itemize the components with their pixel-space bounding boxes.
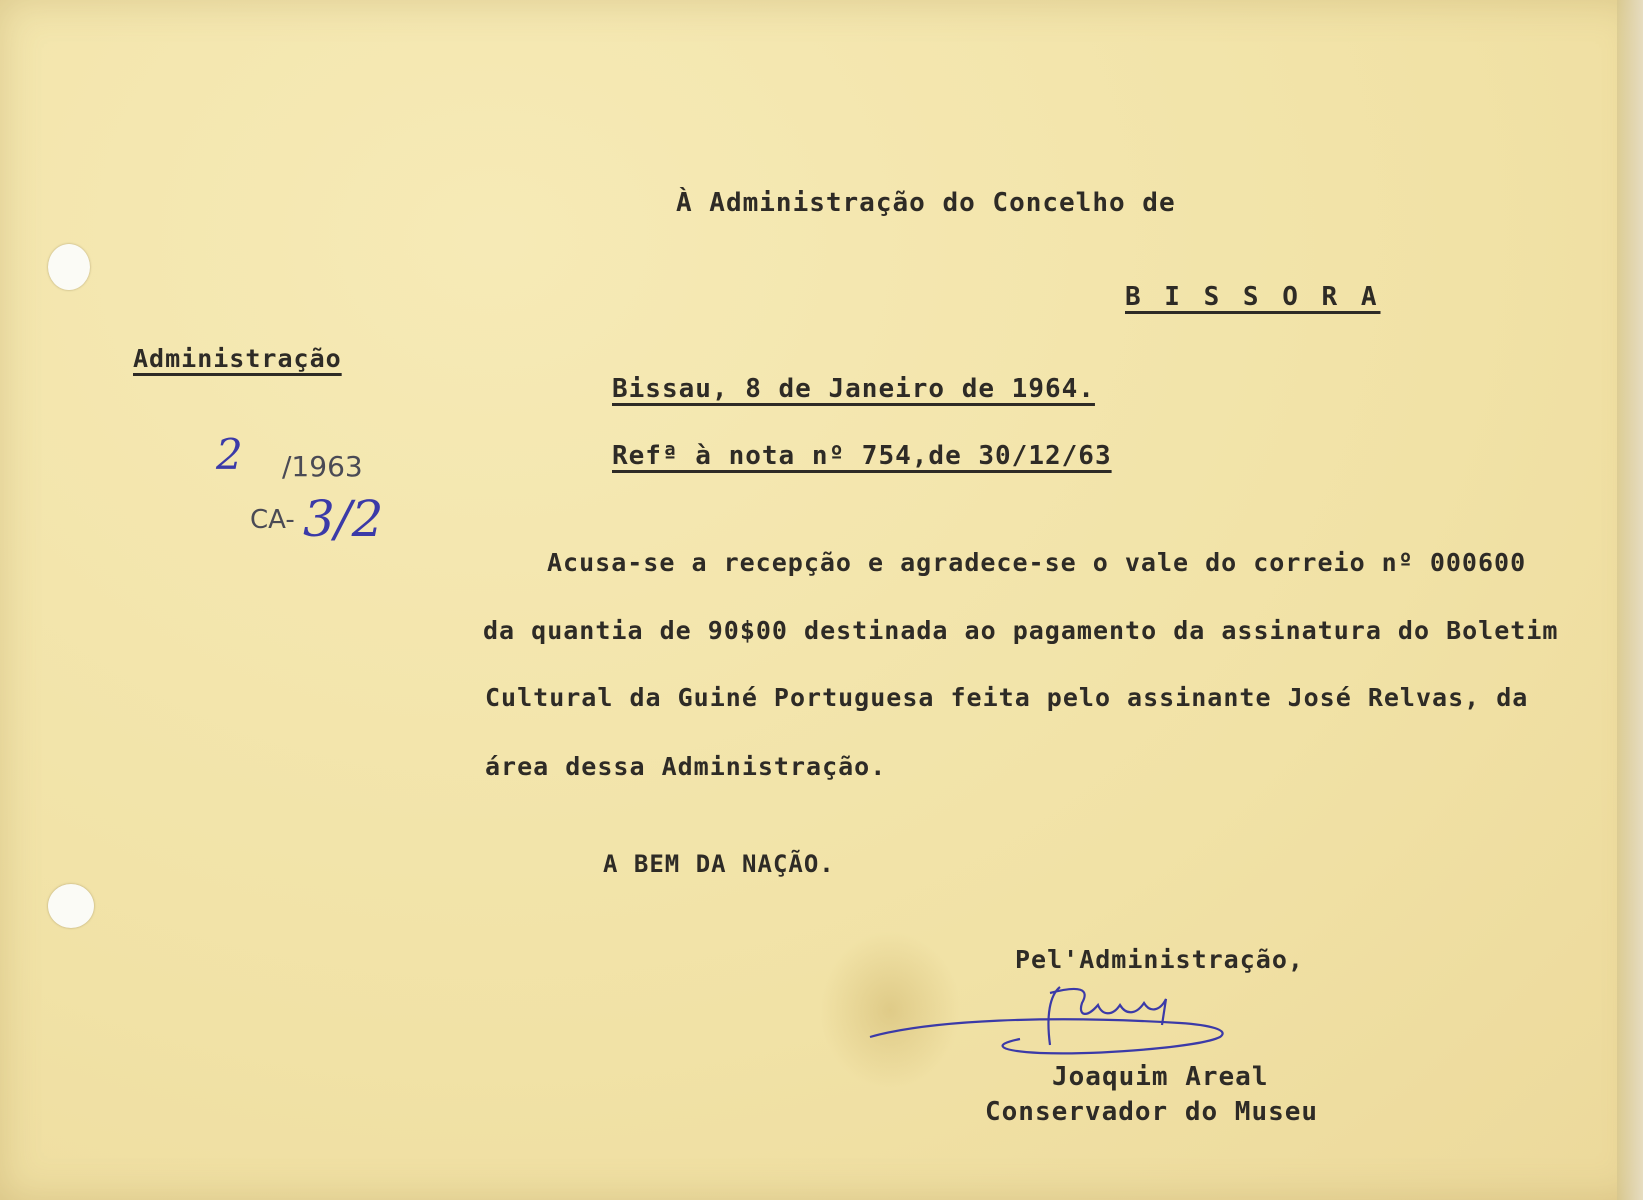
body-line: Cultural da Guiné Portuguesa feita pelo assinante José Relvas, da (485, 683, 1529, 712)
punch-hole-top (48, 244, 90, 290)
handwritten-ref-year: /1963 (282, 450, 363, 483)
department-label: Administração (133, 344, 342, 373)
signature-on-behalf: Pel'Administração, (1015, 945, 1304, 974)
punch-hole-bottom (48, 884, 94, 928)
dateline: Bissau, 8 de Janeiro de 1964. (612, 374, 1095, 404)
signatory-name: Joaquim Areal (1052, 1062, 1269, 1092)
reference-line: Refª à nota nº 754,de 30/12/63 (612, 441, 1112, 471)
closing-salutation: A BEM DA NAÇÃO. (603, 850, 835, 878)
signatory-title: Conservador do Museu (985, 1097, 1319, 1127)
handwritten-signature (850, 975, 1250, 1075)
handwritten-ref-number: 2 (216, 430, 243, 479)
body-line: área dessa Administração. (485, 752, 887, 781)
paper-edge (1617, 0, 1643, 1200)
body-line: Acusa-se a recepção e agradece-se o vale do correio nº 000600 (547, 548, 1527, 577)
recipient-line: À Administração do Concelho de (676, 188, 1176, 218)
handwritten-file-code: 3/2 (303, 490, 384, 548)
recipient-place: B I S S O R A (1125, 282, 1381, 312)
body-line: da quantia de 90$00 destinada ao pagamento da assinatura do Boletim (483, 616, 1559, 645)
handwritten-file-prefix: CA- (250, 505, 295, 535)
